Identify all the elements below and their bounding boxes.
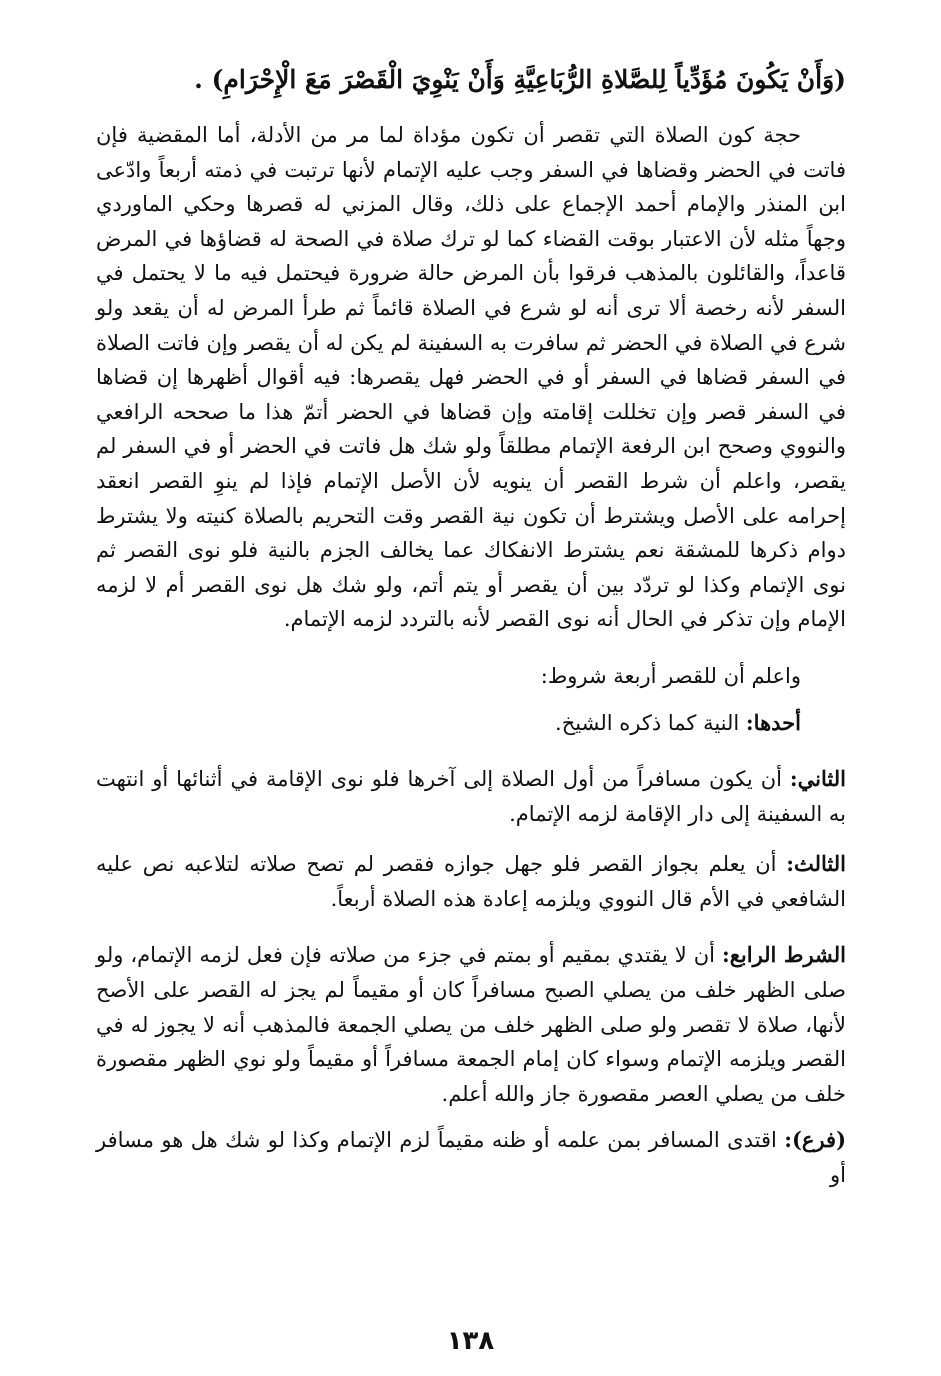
commentary-paragraph: حجة كون الصلاة التي تقصر أن تكون مؤداة لما مر من الأدلة، أما المقضية فإن فاتت في الحضر وقضاها في السفر وجب عليه الإتمام لأنها ترتبت في ذمته أربعاً وادّعى ابن المنذر والإمام أحمد الإجماع على ذلك، وقال المزني له قصرها وحكي الماوردي وجهاً مثله لأن الاعتبار بوقت القضاء كما لو ترك صلاة في الصحة له قضاؤها في المرض قاعداً، والقائلون بالمذهب فرقوا بأن المرض حالة ضرورة فيحتمل فيه ما لا يحتمل في السفر لأنه رخصة ألا ترى أنه لو شرع في الصلاة قائماً ثم طرأ المرض له أن يقعد ولو شرع في الصلاة في الحضر ثم سافرت به السفينة لم يكن له أن يقصر وإن فاتت الصلاة في السفر قضاها في السفر أو في الحضر فهل يقصرها: فيه أقوال أظهرها إن قضاها في السفر قصر وإن تخللت إقامته وإن قضاها في الحضر أتمّ هذا ما صححه الرافعي والنووي وصحح ابن الرفعة الإتمام مطلقاً ولو شك هل فاتت في الحضر أو في السفر لم يقصر، واعلم أن شرط القصر أن ينويه لأن الأصل الإتمام فإذا لم ينوِ القصر انعقد إحرامه على الأصل ويشترط أن تكون نية القصر وقت التحريم بالصلاة كنيته ولا يشترط دوام ذكرها للمشقة نعم يشترط الانفكاك عما يخالف الجزم بالنية فلو نوى القصر ثم نوى الإتمام وكذا لو تردّد بين أن يقصر أو يتم أتم، ولو شك هل نوى القصر أم لا لزمه الإمام وإن تذكر في الحال أنه نوى القصر لأنه بالتردد لزمه الإتمام. [96,123,846,632]
condition-text: أن يعلم بجواز القصر فلو جهل جوازه فقصر لم تصح صلاته لتلاعبه نص عليه الشافعي في الأم قال النووي ويلزمه إعادة هذه الصلاة أربعاً. [96,852,846,911]
verse-heading: (وَأَنْ يَكُونَ مُؤَدِّياً لِلصَّلاةِ الرُّبَاعِيَّةِ وَأَنْ يَنْوِيَ الْقَصْرَ مَعَ الْإِحْرَامِ) . [194,65,846,94]
conditions-intro: واعلم أن للقصر أربعة شروط: [540,663,801,688]
condition-three [96,847,846,916]
condition-label: الثاني: [789,766,846,792]
condition-text: أن لا يقتدي بمقيم أو بمتم في جزء من صلاته فإن فعل لزمه الإتمام، ولو صلى الظهر خلف من يصلي الصبح مسافراً كان أو مقيماً لم يجز له القصر على الأصح لأنها، صلاة لا تقصر ولو صلى الظهر خلف من يصلي الجمعة فالمذهب أنه لا يجوز له في القصر ويلزمه الإتمام وسواء كان إمام الجمعة مسافراً أو مقيماً ولو نوي الظهر مقصورة خلف من يصلي العصر مقصورة جاز والله أعلم. [96,943,846,1106]
condition-text: أن يكون مسافراً من أول الصلاة إلى آخرها فلو نوى الإقامة في أثنائها أو انتهت به السفينة إلى دار الإقامة لزمه الإتمام. [96,767,846,826]
condition-text: النية كما ذكره الشيخ. [555,710,746,735]
condition-label: أحدها: [745,709,801,735]
page-number: ١٣٨ [446,1326,495,1356]
condition-label: الشرط الرابع: [721,942,846,968]
condition-two [96,762,846,831]
branch-text: اقتدى المسافر بمن علمه أو ظنه مقيماً لزم الإتمام وكذا لو شك هل هو مسافر أو [96,1128,846,1188]
condition-four [96,938,846,1111]
book-page [96,58,846,1336]
branch-paragraph [96,1123,846,1192]
condition-one [96,706,846,741]
condition-label: الثالث: [786,851,846,877]
branch-label: (فرع): [784,1127,846,1153]
